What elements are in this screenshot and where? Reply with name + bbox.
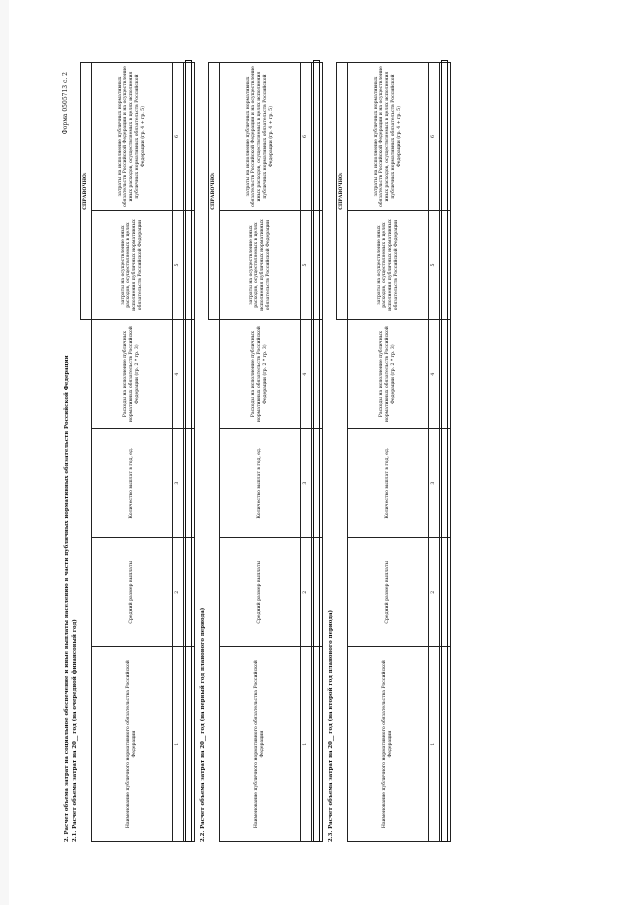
col-number: 6 — [301, 63, 312, 211]
column-numbers-row — [301, 63, 312, 842]
reference-label: СПРАВОЧНО: — [81, 63, 92, 320]
col-number: 5 — [301, 211, 312, 320]
header-row — [92, 63, 173, 842]
col-header-5: затраты на осуществление иных расходов, осуществляемых в целях исполнения публичных нормативных обязательств Российской Федерации — [92, 211, 173, 320]
col-number: 1 — [429, 647, 440, 842]
col-number: 5 — [173, 211, 184, 320]
col-number: 6 — [429, 63, 440, 211]
col-header-4: Расходы на исполнение публичных нормативных обязательств Российской Федерации (гр. 2 * гр. 3) — [92, 320, 173, 429]
col-number: 3 — [173, 429, 184, 538]
col-number: 1 — [301, 647, 312, 842]
section-1-table — [80, 62, 195, 842]
col-header-5: затраты на осуществление иных расходов, осуществляемых в целях исполнения публичных нормативных обязательств Российской Федерации — [220, 211, 301, 320]
col-number: 2 — [429, 538, 440, 647]
reference-label: СПРАВОЧНО: — [337, 63, 348, 320]
col-header-3: Количество выплат в год, ед. — [348, 429, 429, 538]
col-number: 3 — [301, 429, 312, 538]
reference-row — [209, 63, 220, 842]
col-header-1: Наименование публичного нормативного обязательства Российской Федерации — [220, 647, 301, 842]
col-number: 5 — [429, 211, 440, 320]
col-number: 4 — [173, 320, 184, 429]
col-number: 3 — [429, 429, 440, 538]
section-2-title: 2.2. Расчет объема затрат на 20__ год (на первый год планового периода) — [200, 607, 206, 842]
reference-row — [337, 63, 348, 842]
section-2-table — [208, 62, 323, 842]
section-3-table — [336, 62, 451, 842]
reference-label: СПРАВОЧНО: — [209, 63, 220, 320]
col-header-2: Средний размер выплаты — [348, 538, 429, 647]
col-number: 2 — [301, 538, 312, 647]
column-numbers-row — [429, 63, 440, 842]
col-header-1: Наименование публичного нормативного обязательства Российской Федерации — [92, 647, 173, 842]
col-number: 4 — [429, 320, 440, 429]
form-number: Форма 0505713 с. 2 — [62, 72, 69, 135]
col-header-3: Количество выплат в год, ед. — [220, 429, 301, 538]
header-row — [348, 63, 429, 842]
section-1-total-frame — [185, 60, 192, 842]
document-heading: 2. Расчет объема затрат на социальное обеспечение и иные выплаты населению в части публичных нормативных обязательств Российской Федерации — [64, 355, 70, 842]
col-header-1: Наименование публичного нормативного обязательства Российской Федерации — [348, 647, 429, 842]
col-number: 4 — [301, 320, 312, 429]
section-1-title: 2.1. Расчет объема затрат на 20__ год (на очередной финансовый год) — [72, 619, 78, 842]
col-header-6: затраты на исполнение публичных нормативных обязательств Российской Федерации и на осуществление иных расходов, осуществляемых в целях исполнения публичных нормативных обязательств Российской Федерации (гр. 4 + гр. 5) — [220, 63, 301, 211]
scan-left-edge — [0, 0, 9, 905]
reference-row — [81, 63, 92, 842]
col-header-5: затраты на осуществление иных расходов, осуществляемых в целях исполнения публичных нормативных обязательств Российской Федерации — [348, 211, 429, 320]
section-3-title: 2.3. Расчет объема затрат на 20__ год (на второй год планового периода) — [328, 610, 334, 842]
col-header-6: затраты на исполнение публичных нормативных обязательств Российской Федерации и на осуществление иных расходов, осуществляемых в целях исполнения публичных нормативных обязательств Российской Федерации (гр. 4 + гр. 5) — [92, 63, 173, 211]
col-header-4: Расходы на исполнение публичных нормативных обязательств Российской Федерации (гр. 2 * гр. 3) — [220, 320, 301, 429]
column-numbers-row — [173, 63, 184, 842]
col-header-2: Средний размер выплаты — [92, 538, 173, 647]
section-2-total-frame — [313, 60, 320, 842]
col-number: 6 — [173, 63, 184, 211]
col-header-6: затраты на исполнение публичных нормативных обязательств Российской Федерации и на осуществление иных расходов, осуществляемых в целях исполнения публичных нормативных обязательств Российской Федерации (гр. 4 + гр. 5) — [348, 63, 429, 211]
header-row — [220, 63, 301, 842]
col-number: 2 — [173, 538, 184, 647]
col-header-4: Расходы на исполнение публичных нормативных обязательств Российской Федерации (гр. 2 * гр. 3) — [348, 320, 429, 429]
col-header-3: Количество выплат в год, ед. — [92, 429, 173, 538]
section-3-total-frame — [441, 60, 448, 842]
col-header-2: Средний размер выплаты — [220, 538, 301, 647]
col-number: 1 — [173, 647, 184, 842]
rotated-page — [60, 60, 460, 860]
